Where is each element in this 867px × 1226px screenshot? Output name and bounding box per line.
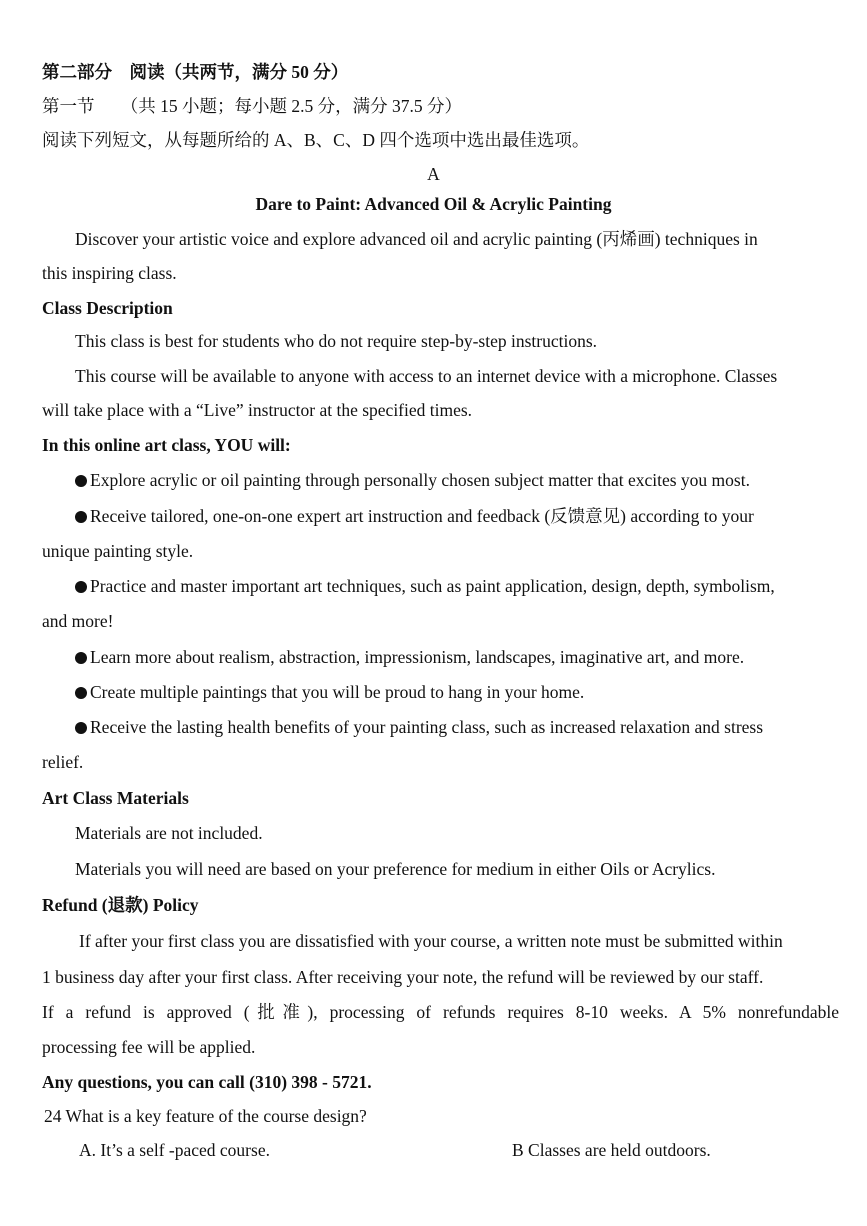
- bullet-item-2: [75, 504, 839, 528]
- refund-line-3: If a refund is approved (批准), processing of refunds requires 8-10 weeks. A 5% nonrefundable: [42, 1002, 839, 1022]
- intro-line-1: Discover your artistic voice and explore advanced oil and acrylic painting (丙烯画) techniques in: [75, 229, 758, 249]
- bullet-item-4: [75, 645, 839, 669]
- reading-instruction: 阅读下列短文，从每题所给的 A、B、C、D 四个选项中选出最佳选项。: [42, 130, 590, 150]
- bullet-icon: [75, 722, 87, 734]
- materials-heading: Art Class Materials: [42, 788, 189, 808]
- refund-line-2: 1 business day after your first class. After receiving your note, the refund will be reviewed by our staff.: [42, 967, 764, 987]
- option-b: B Classes are held outdoors.: [512, 1140, 711, 1160]
- refund-line-1: If after your first class you are dissatisfied with your course, a written note must be submitted within: [79, 931, 783, 951]
- question-options: [79, 1138, 839, 1162]
- refund-heading: Refund (退款) Policy: [42, 895, 199, 915]
- class-description-p1: This class is best for students who do not require step-by-step instructions.: [75, 331, 598, 351]
- passage-letter: A: [427, 164, 440, 184]
- bullet-icon: [75, 687, 87, 699]
- bullet-item-6: [75, 715, 839, 739]
- bullet-icon: [75, 475, 87, 487]
- bullet-item-6-continuation: relief.: [42, 752, 84, 772]
- option-a: A. It’s a self -paced course.: [79, 1140, 270, 1160]
- bullet-text-6: Receive the lasting health benefits of your painting class, such as increased relaxation and stress: [90, 717, 764, 737]
- question-24: 24 What is a key feature of the course design?: [44, 1106, 367, 1126]
- bullet-item-1: [75, 468, 839, 492]
- contact-line: Any questions, you can call (310) 398 - 5721.: [42, 1072, 372, 1092]
- section-heading: 第一节 （共 15 小题；每小题 2.5 分，满分 37.5 分）: [42, 96, 462, 116]
- intro-line-2: this inspiring class.: [42, 263, 177, 283]
- class-description-p2-line1: This course will be available to anyone with access to an internet device with a microphone. Classes: [75, 366, 778, 386]
- bullet-icon: [75, 511, 87, 523]
- bullet-item-3-continuation: and more!: [42, 611, 114, 631]
- bullet-item-3: [75, 574, 839, 598]
- class-description-p2-line2: will take place with a “Live” instructor at the specified times.: [42, 400, 473, 420]
- bullet-icon: [75, 581, 87, 593]
- bullet-text-5: Create multiple paintings that you will be proud to hang in your home.: [90, 682, 585, 702]
- bullet-item-2-continuation: unique painting style.: [42, 541, 194, 561]
- part-heading: 第二部分 阅读（共两节，满分 50 分）: [42, 62, 349, 82]
- bullet-item-5: [75, 680, 839, 704]
- materials-p2: Materials you will need are based on your preference for medium in either Oils or Acrylics.: [75, 859, 716, 879]
- bullet-text-3: Practice and master important art techniques, such as paint application, design, depth, symbolism,: [90, 576, 775, 596]
- passage-title: Dare to Paint: Advanced Oil & Acrylic Painting: [255, 194, 612, 214]
- bullet-text-2: Receive tailored, one-on-one expert art instruction and feedback (反馈意见) according to your: [90, 506, 754, 526]
- bullet-text-4: Learn more about realism, abstraction, impressionism, landscapes, imaginative art, and more.: [90, 647, 745, 667]
- refund-line-4: processing fee will be applied.: [42, 1037, 256, 1057]
- materials-p1: Materials are not included.: [75, 823, 263, 843]
- class-description-heading: Class Description: [42, 298, 173, 318]
- bullet-icon: [75, 652, 87, 664]
- online-class-heading: In this online art class, YOU will:: [42, 435, 291, 455]
- bullet-text-1: Explore acrylic or oil painting through personally chosen subject matter that excites you most.: [90, 470, 750, 490]
